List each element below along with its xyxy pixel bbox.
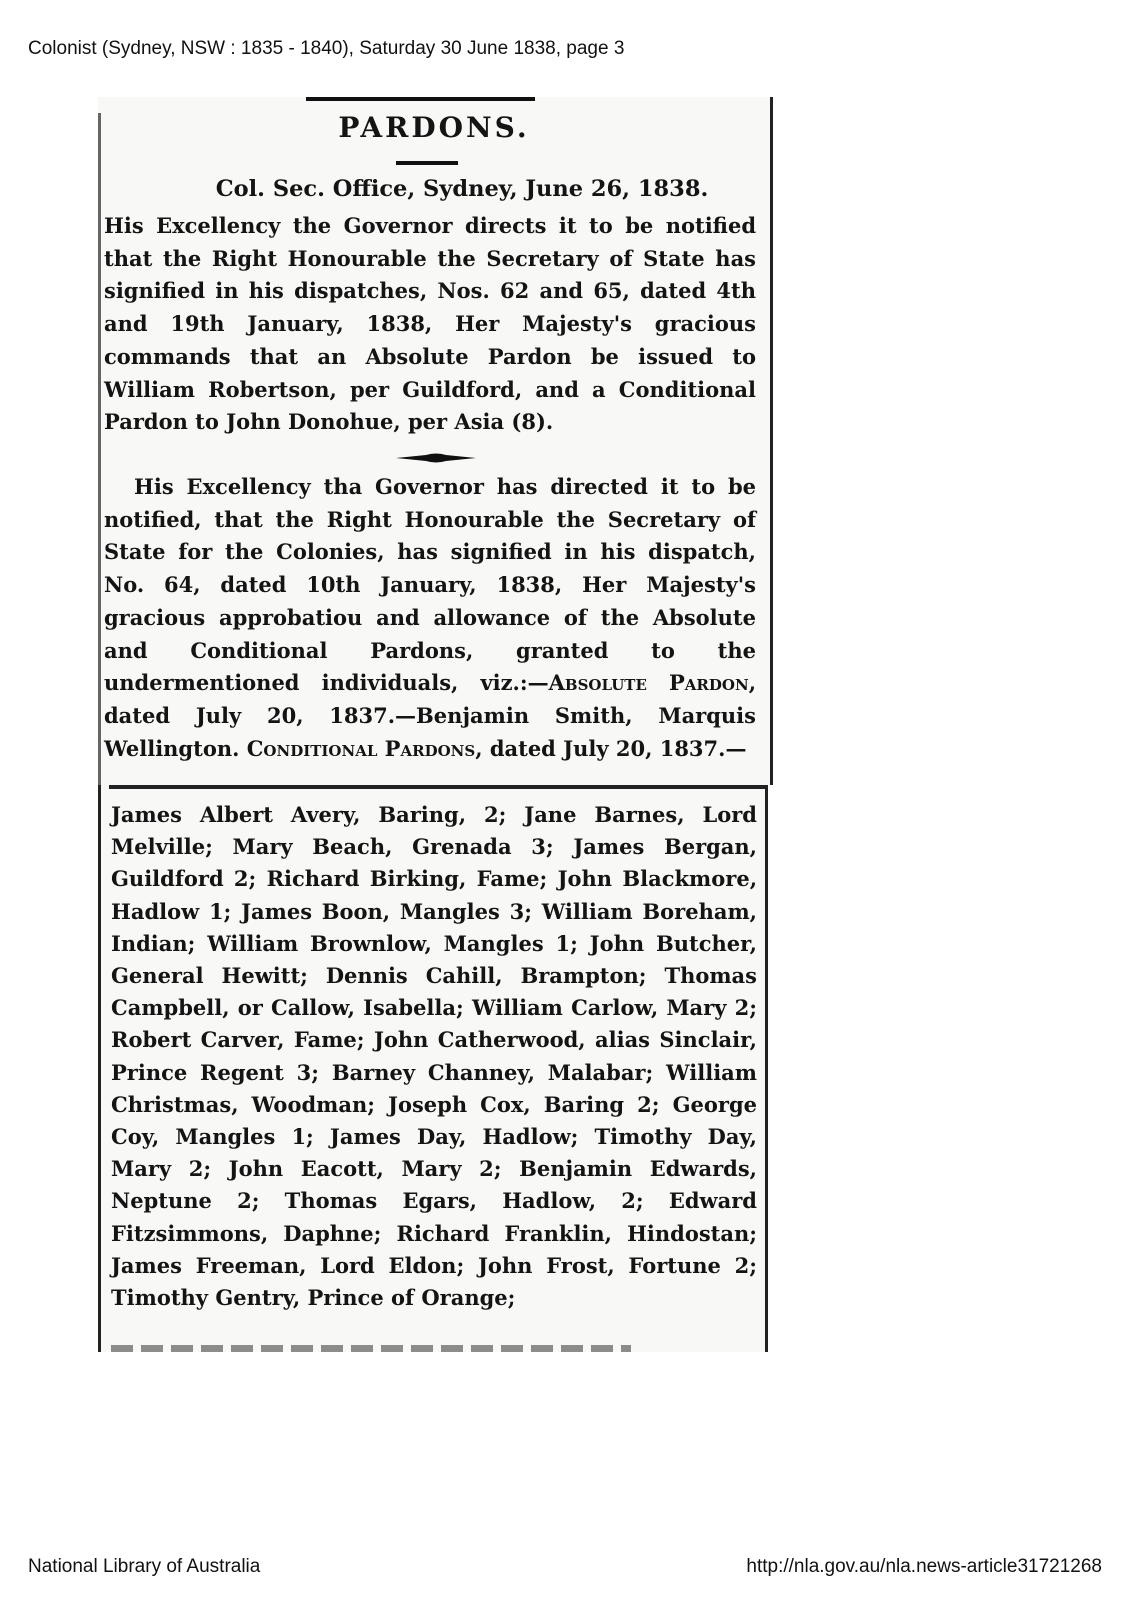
paragraph-names-list: James Albert Avery, Baring, 2; Jane Barnes, Lord Melville; Mary Beach, Grenada 3; James Bergan, Guildford 2; Richard Birking, Fame; John Blackmore, Hadlow 1; James Boon, Mangles 3; William Boreham, Indian; William Brownlow, Mangles 1; John Butcher, General Hewitt; Dennis Cahill, Brampton; Thomas Campbell, or Callow, Isabella; William Carlow, Mary 2; Robert Carver, Fame; John Catherwood, alias Sinclair, Prince Regent 3; Barney Channey, Malabar; William Christmas, Woodman; Joseph Cox, Baring 2; George Coy, Mangles 1; James Day, Hadlow; Timothy Day, Mary 2; John Eacott, Mary 2; Benjamin Edwards, Neptune 2; Thomas Egars, Hadlow, 2; Edward Fitzsimmons, Daphne; Richard Franklin, Hindostan; James Freeman, Lord Eldon; John Frost, Fortune 2; Timothy Gentry, Prince of Orange; — [111, 802, 757, 1311]
cut-off-text-line — [111, 1345, 631, 1352]
newspaper-clipping-top — [98, 97, 773, 785]
newspaper-clipping-bottom — [98, 785, 768, 1352]
conditional-pardons-label: Conditional Pardons — [246, 735, 476, 761]
absolute-pardon-label: Absolute Pardon — [548, 670, 749, 696]
paragraph-2-text-a: His Excellency tha Governor has directed it to be notified, that the Right Honourable the Secretary of State for the Colonies, has signified in his dispatch, No. 64, dated 10th January, 1838, Her Majesty's gracious approbatiou and allowance of the Absolute and Conditional Pardons, granted to the undermentioned individuals, viz.:— — [104, 474, 756, 696]
paragraph-notice-2 — [104, 471, 756, 765]
paragraph-notice-1: His Excellency the Governor directs it to be notified that the Right Honourable the Secretary of State has signified in his dispatches, Nos. 62 and 65, dated 4th and 19th January, 1838, Her Majesty's gracious commands that an Absolute Pardon be issued to William Robertson, per Guildford, and a Conditional Pardon to John Donohue, per Asia (8). — [104, 213, 756, 435]
article-headline: PARDONS. — [338, 111, 530, 144]
footer-url: http://nla.gov.au/nla.news-article31721268 — [746, 1556, 1102, 1577]
top-rule — [306, 97, 535, 101]
article-dateline: Col. Sec. Office, Sydney, June 26, 1838. — [215, 176, 709, 202]
page-citation: Colonist (Sydney, NSW : 1835 - 1840), Saturday 30 June 1838, page 3 — [28, 38, 625, 59]
paragraph-2-text-c: , dated July 20, 1837.— — [475, 735, 747, 761]
headline-rule — [396, 161, 458, 165]
footer-publisher: National Library of Australia — [28, 1556, 261, 1577]
paragraph-2-text-b: , dated July 20, 1837.—Benjamin Smith, Marquis Wellington. — [104, 670, 756, 761]
ornament-divider — [396, 452, 476, 464]
column-top-rule — [109, 785, 765, 789]
